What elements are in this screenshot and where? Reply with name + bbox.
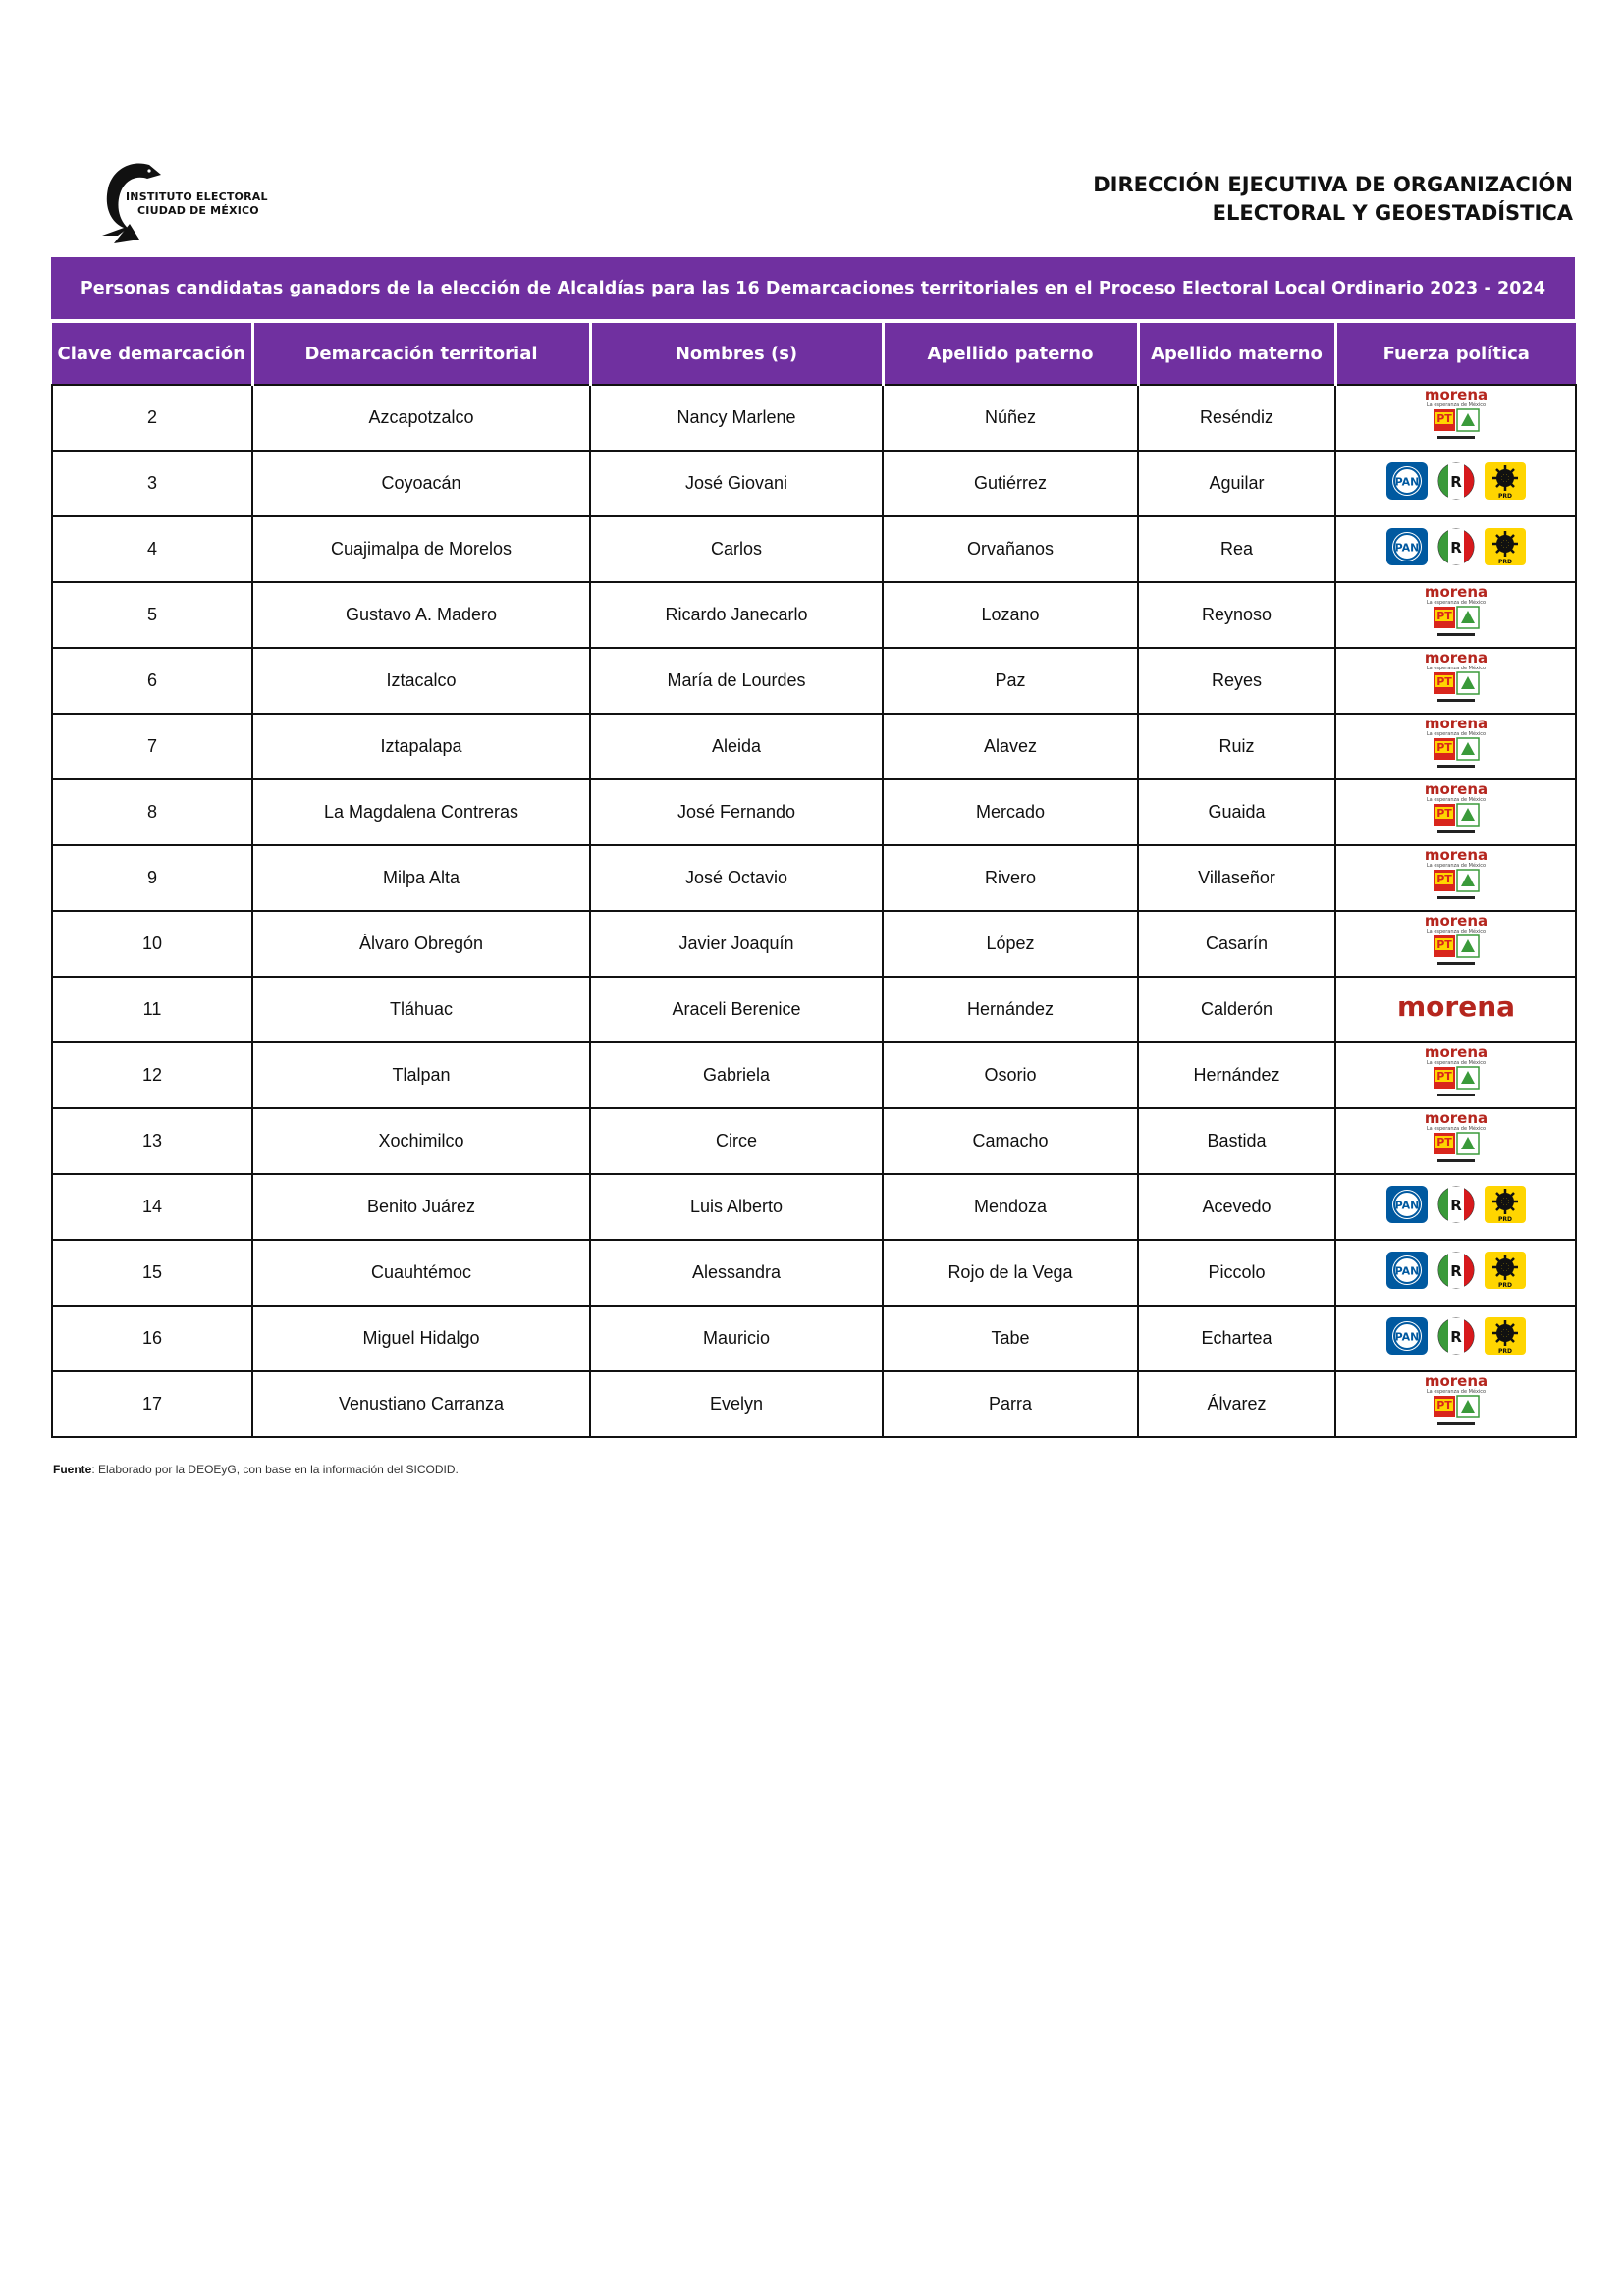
svg-text:PT: PT bbox=[1435, 1399, 1452, 1412]
cell-apellido-materno: Piccolo bbox=[1138, 1240, 1335, 1306]
table-row bbox=[52, 1371, 1576, 1437]
morena-pt-pvem-coalition-icon bbox=[1422, 716, 1490, 777]
cell-apellido-paterno: Tabe bbox=[883, 1306, 1138, 1371]
cell-nombres: Araceli Berenice bbox=[590, 977, 883, 1042]
table-row bbox=[52, 1306, 1576, 1371]
direction-line2: ELECTORAL Y GEOESTADÍSTICA bbox=[1212, 201, 1573, 225]
cell-clave: 17 bbox=[52, 1371, 252, 1437]
cell-nombres: Nancy Marlene bbox=[590, 385, 883, 451]
cell-fuerza-politica bbox=[1335, 1240, 1576, 1306]
cell-demarcacion: Xochimilco bbox=[252, 1108, 590, 1174]
svg-text:morena: morena bbox=[1424, 913, 1488, 930]
cell-clave: 2 bbox=[52, 385, 252, 451]
direction-line1: DIRECCIÓN EJECUTIVA DE ORGANIZACIÓN bbox=[1093, 173, 1573, 196]
svg-text:La esperanza de México: La esperanza de México bbox=[1426, 929, 1486, 934]
pri-logo-icon bbox=[1435, 1251, 1478, 1295]
cell-clave: 3 bbox=[52, 451, 252, 516]
org-name-line1: INSTITUTO ELECTORAL bbox=[126, 190, 268, 203]
pri-logo-icon bbox=[1435, 1316, 1478, 1361]
table-row bbox=[52, 1108, 1576, 1174]
cell-fuerza-politica bbox=[1335, 977, 1576, 1042]
svg-text:La esperanza de México: La esperanza de México bbox=[1426, 402, 1486, 408]
cell-apellido-materno: Bastida bbox=[1138, 1108, 1335, 1174]
svg-text:R: R bbox=[1449, 1197, 1462, 1214]
cell-fuerza-politica bbox=[1335, 1174, 1576, 1240]
cell-clave: 16 bbox=[52, 1306, 252, 1371]
cell-nombres: Aleida bbox=[590, 714, 883, 779]
cell-demarcacion: La Magdalena Contreras bbox=[252, 779, 590, 845]
prd-logo-icon bbox=[1484, 1185, 1527, 1229]
table-row bbox=[52, 1240, 1576, 1306]
cell-demarcacion: Benito Juárez bbox=[252, 1174, 590, 1240]
cell-apellido-paterno: Rojo de la Vega bbox=[883, 1240, 1138, 1306]
org-name-line2: CIUDAD DE MÉXICO bbox=[137, 204, 259, 217]
cell-fuerza-politica bbox=[1335, 516, 1576, 582]
svg-text:PAN: PAN bbox=[1394, 1330, 1419, 1344]
col-header-paterno: Apellido paterno bbox=[883, 323, 1138, 385]
cell-nombres: Circe bbox=[590, 1108, 883, 1174]
cell-fuerza-politica bbox=[1335, 911, 1576, 977]
cell-apellido-paterno: Mendoza bbox=[883, 1174, 1138, 1240]
col-header-nombres: Nombres (s) bbox=[590, 323, 883, 385]
svg-text:PAN: PAN bbox=[1394, 475, 1419, 489]
cell-demarcacion: Cuajimalpa de Morelos bbox=[252, 516, 590, 582]
cell-fuerza-politica bbox=[1335, 385, 1576, 451]
cell-nombres: Gabriela bbox=[590, 1042, 883, 1108]
cell-fuerza-politica bbox=[1335, 779, 1576, 845]
svg-text:morena: morena bbox=[1424, 1110, 1488, 1127]
svg-text:PT: PT bbox=[1435, 807, 1452, 820]
svg-text:PAN: PAN bbox=[1394, 1264, 1419, 1278]
svg-text:PT: PT bbox=[1435, 675, 1452, 688]
cell-apellido-paterno: Hernández bbox=[883, 977, 1138, 1042]
cell-apellido-paterno: Parra bbox=[883, 1371, 1138, 1437]
cell-nombres: María de Lourdes bbox=[590, 648, 883, 714]
svg-text:morena: morena bbox=[1424, 1044, 1488, 1061]
cell-clave: 9 bbox=[52, 845, 252, 911]
svg-text:PRD: PRD bbox=[1497, 559, 1512, 565]
cell-fuerza-politica bbox=[1335, 648, 1576, 714]
table-row bbox=[52, 648, 1576, 714]
cell-demarcacion: Gustavo A. Madero bbox=[252, 582, 590, 648]
svg-text:PT: PT bbox=[1435, 1136, 1452, 1148]
svg-text:La esperanza de México: La esperanza de México bbox=[1426, 600, 1486, 606]
cell-demarcacion: Azcapotzalco bbox=[252, 385, 590, 451]
svg-text:PT: PT bbox=[1435, 610, 1452, 622]
cell-fuerza-politica bbox=[1335, 451, 1576, 516]
svg-text:PAN: PAN bbox=[1394, 1199, 1419, 1212]
table-body bbox=[52, 385, 1576, 1437]
cell-clave: 12 bbox=[52, 1042, 252, 1108]
svg-text:morena: morena bbox=[1396, 990, 1515, 1023]
results-table bbox=[51, 323, 1577, 1438]
svg-text:PT: PT bbox=[1435, 741, 1452, 754]
morena-pt-pvem-coalition-icon bbox=[1422, 781, 1490, 843]
cell-demarcacion: Tláhuac bbox=[252, 977, 590, 1042]
morena-pt-pvem-coalition-icon bbox=[1422, 847, 1490, 909]
cell-fuerza-politica bbox=[1335, 1306, 1576, 1371]
svg-text:R: R bbox=[1449, 539, 1462, 557]
cell-clave: 15 bbox=[52, 1240, 252, 1306]
svg-text:PT: PT bbox=[1435, 873, 1452, 885]
cell-apellido-materno: Rea bbox=[1138, 516, 1335, 582]
table-header-row bbox=[52, 323, 1576, 385]
cell-demarcacion: Tlalpan bbox=[252, 1042, 590, 1108]
prd-logo-icon bbox=[1484, 1251, 1527, 1295]
col-header-clave: Clave demarcación bbox=[52, 323, 252, 385]
svg-text:La esperanza de México: La esperanza de México bbox=[1426, 1389, 1486, 1395]
table-row bbox=[52, 845, 1576, 911]
cell-nombres: Carlos bbox=[590, 516, 883, 582]
cell-clave: 4 bbox=[52, 516, 252, 582]
morena-logo-icon bbox=[1397, 989, 1515, 1030]
cell-apellido-paterno: López bbox=[883, 911, 1138, 977]
cell-clave: 11 bbox=[52, 977, 252, 1042]
cell-apellido-materno: Reséndiz bbox=[1138, 385, 1335, 451]
svg-text:PRD: PRD bbox=[1497, 493, 1512, 500]
table-row bbox=[52, 1042, 1576, 1108]
svg-text:morena: morena bbox=[1424, 847, 1488, 864]
morena-pt-pvem-coalition-icon bbox=[1422, 387, 1490, 449]
cell-fuerza-politica bbox=[1335, 582, 1576, 648]
table-row bbox=[52, 779, 1576, 845]
cell-fuerza-politica bbox=[1335, 1371, 1576, 1437]
svg-text:La esperanza de México: La esperanza de México bbox=[1426, 797, 1486, 803]
cell-apellido-materno: Aguilar bbox=[1138, 451, 1335, 516]
direction-title bbox=[1093, 171, 1573, 228]
cell-apellido-paterno: Mercado bbox=[883, 779, 1138, 845]
cell-apellido-materno: Calderón bbox=[1138, 977, 1335, 1042]
svg-text:PRD: PRD bbox=[1497, 1216, 1512, 1223]
pan-logo-icon bbox=[1385, 527, 1429, 571]
table-row bbox=[52, 714, 1576, 779]
svg-text:morena: morena bbox=[1424, 650, 1488, 667]
cell-nombres: Evelyn bbox=[590, 1371, 883, 1437]
pan-logo-icon bbox=[1385, 1316, 1429, 1361]
cell-demarcacion: Iztacalco bbox=[252, 648, 590, 714]
cell-fuerza-politica bbox=[1335, 714, 1576, 779]
morena-pt-pvem-coalition-icon bbox=[1422, 1044, 1490, 1106]
cell-clave: 14 bbox=[52, 1174, 252, 1240]
svg-text:PT: PT bbox=[1435, 938, 1452, 951]
footnote-text: : Elaborado por la DEOEyG, con base en la información del SICODID. bbox=[91, 1463, 459, 1476]
cell-nombres: Javier Joaquín bbox=[590, 911, 883, 977]
cell-apellido-materno: Reynoso bbox=[1138, 582, 1335, 648]
cell-apellido-paterno: Alavez bbox=[883, 714, 1138, 779]
cell-demarcacion: Venustiano Carranza bbox=[252, 1371, 590, 1437]
cell-apellido-paterno: Camacho bbox=[883, 1108, 1138, 1174]
svg-text:PT: PT bbox=[1435, 412, 1452, 425]
cell-apellido-paterno: Osorio bbox=[883, 1042, 1138, 1108]
col-header-materno: Apellido materno bbox=[1138, 323, 1335, 385]
morena-pt-pvem-coalition-icon bbox=[1422, 913, 1490, 975]
svg-text:La esperanza de México: La esperanza de México bbox=[1426, 731, 1486, 737]
svg-text:PRD: PRD bbox=[1497, 1348, 1512, 1355]
cell-nombres: Luis Alberto bbox=[590, 1174, 883, 1240]
cell-apellido-materno: Guaida bbox=[1138, 779, 1335, 845]
prd-logo-icon bbox=[1484, 1316, 1527, 1361]
svg-text:La esperanza de México: La esperanza de México bbox=[1426, 1060, 1486, 1066]
cell-nombres: Mauricio bbox=[590, 1306, 883, 1371]
table-title: Personas candidatas ganadors de la elección de Alcaldías para las 16 Demarcaciones territoriales en el Proceso Electoral Local Ordinario 2023 - 2024 bbox=[51, 257, 1575, 319]
svg-text:PRD: PRD bbox=[1497, 1282, 1512, 1289]
pan-logo-icon bbox=[1385, 1251, 1429, 1295]
svg-text:morena: morena bbox=[1424, 387, 1488, 403]
cell-clave: 10 bbox=[52, 911, 252, 977]
cell-apellido-paterno: Núñez bbox=[883, 385, 1138, 451]
pan-logo-icon bbox=[1385, 1185, 1429, 1229]
cell-demarcacion: Milpa Alta bbox=[252, 845, 590, 911]
cell-apellido-materno: Casarín bbox=[1138, 911, 1335, 977]
table-row bbox=[52, 451, 1576, 516]
prd-logo-icon bbox=[1484, 461, 1527, 506]
table-row bbox=[52, 516, 1576, 582]
pri-logo-icon bbox=[1435, 527, 1478, 571]
svg-text:PT: PT bbox=[1435, 1070, 1452, 1083]
cell-apellido-materno: Reyes bbox=[1138, 648, 1335, 714]
cell-apellido-paterno: Orvañanos bbox=[883, 516, 1138, 582]
cell-apellido-paterno: Lozano bbox=[883, 582, 1138, 648]
cell-fuerza-politica bbox=[1335, 1108, 1576, 1174]
cell-apellido-materno: Acevedo bbox=[1138, 1174, 1335, 1240]
table-row bbox=[52, 1174, 1576, 1240]
svg-text:R: R bbox=[1449, 1262, 1462, 1280]
pri-logo-icon bbox=[1435, 1185, 1478, 1229]
cell-clave: 7 bbox=[52, 714, 252, 779]
cell-apellido-materno: Echartea bbox=[1138, 1306, 1335, 1371]
cell-clave: 13 bbox=[52, 1108, 252, 1174]
cell-clave: 5 bbox=[52, 582, 252, 648]
svg-text:La esperanza de México: La esperanza de México bbox=[1426, 1126, 1486, 1132]
cell-nombres: José Fernando bbox=[590, 779, 883, 845]
svg-text:morena: morena bbox=[1424, 716, 1488, 732]
cell-demarcacion: Miguel Hidalgo bbox=[252, 1306, 590, 1371]
prd-logo-icon bbox=[1484, 527, 1527, 571]
table-row bbox=[52, 977, 1576, 1042]
footnote-label: Fuente bbox=[53, 1463, 92, 1476]
morena-pt-pvem-coalition-icon bbox=[1422, 1110, 1490, 1172]
table-row bbox=[52, 385, 1576, 451]
cell-fuerza-politica bbox=[1335, 1042, 1576, 1108]
svg-text:La esperanza de México: La esperanza de México bbox=[1426, 666, 1486, 671]
svg-text:La esperanza de México: La esperanza de México bbox=[1426, 863, 1486, 869]
cell-nombres: Ricardo Janecarlo bbox=[590, 582, 883, 648]
cell-nombres: José Octavio bbox=[590, 845, 883, 911]
pan-logo-icon bbox=[1385, 461, 1429, 506]
cell-apellido-paterno: Gutiérrez bbox=[883, 451, 1138, 516]
cell-apellido-materno: Villaseñor bbox=[1138, 845, 1335, 911]
cell-nombres: José Giovani bbox=[590, 451, 883, 516]
cell-apellido-materno: Ruiz bbox=[1138, 714, 1335, 779]
morena-pt-pvem-coalition-icon bbox=[1422, 1373, 1490, 1435]
cell-apellido-paterno: Rivero bbox=[883, 845, 1138, 911]
cell-apellido-materno: Hernández bbox=[1138, 1042, 1335, 1108]
col-header-fuerza: Fuerza política bbox=[1335, 323, 1576, 385]
cell-apellido-paterno: Paz bbox=[883, 648, 1138, 714]
cell-demarcacion: Iztapalapa bbox=[252, 714, 590, 779]
cell-clave: 8 bbox=[52, 779, 252, 845]
cell-fuerza-politica bbox=[1335, 845, 1576, 911]
svg-text:morena: morena bbox=[1424, 1373, 1488, 1390]
iecm-logo bbox=[90, 157, 277, 250]
morena-pt-pvem-coalition-icon bbox=[1422, 584, 1490, 646]
cell-clave: 6 bbox=[52, 648, 252, 714]
svg-text:morena: morena bbox=[1424, 584, 1488, 601]
table-row bbox=[52, 582, 1576, 648]
svg-text:morena: morena bbox=[1424, 781, 1488, 798]
cell-nombres: Alessandra bbox=[590, 1240, 883, 1306]
morena-pt-pvem-coalition-icon bbox=[1422, 650, 1490, 712]
pri-logo-icon bbox=[1435, 461, 1478, 506]
cell-demarcacion: Cuauhtémoc bbox=[252, 1240, 590, 1306]
results-table-container bbox=[51, 257, 1575, 1438]
svg-text:R: R bbox=[1449, 473, 1462, 491]
col-header-demarcacion: Demarcación territorial bbox=[252, 323, 590, 385]
footnote bbox=[53, 1463, 459, 1476]
svg-text:PAN: PAN bbox=[1394, 541, 1419, 555]
svg-text:R: R bbox=[1449, 1328, 1462, 1346]
cell-demarcacion: Coyoacán bbox=[252, 451, 590, 516]
cell-demarcacion: Álvaro Obregón bbox=[252, 911, 590, 977]
table-row bbox=[52, 911, 1576, 977]
cell-apellido-materno: Álvarez bbox=[1138, 1371, 1335, 1437]
